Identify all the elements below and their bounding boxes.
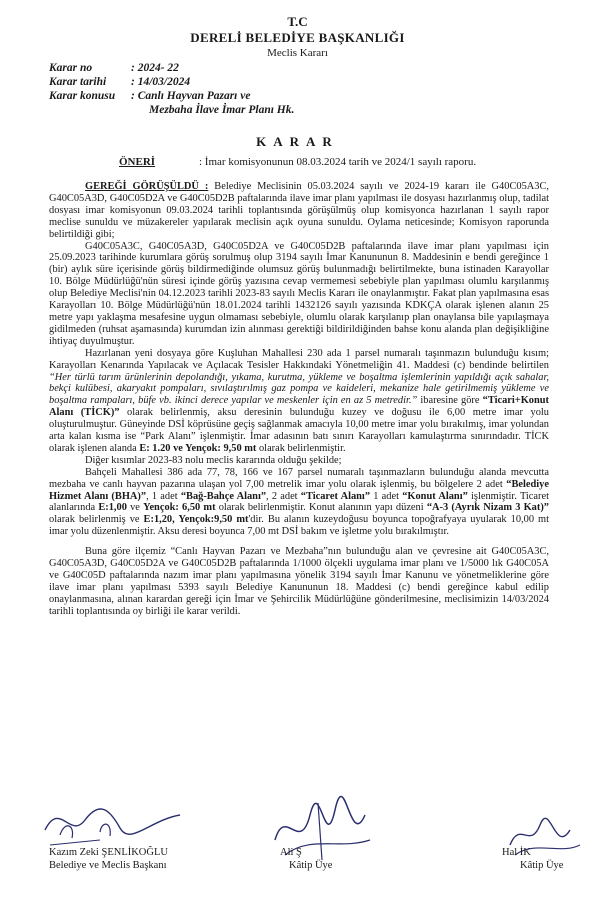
tick-area-label: “Ticari+Konut Alanı (TİCK)” (49, 395, 549, 419)
signer-clerk-2-name: Hal İK (502, 847, 531, 858)
signer-clerk-2-title: Kâtip Üye (520, 860, 564, 871)
decision-body (49, 181, 549, 618)
paragraph-bahceli (49, 467, 549, 538)
meta-karar-tarihi (49, 76, 190, 88)
tick-density: E: 1.20 ve Yençok: 9,50 mt (139, 442, 257, 454)
ticaret-label: “Ticaret Alanı” (300, 490, 371, 502)
signer-president-name: Kazım Zeki ŞENLİKOĞLU (49, 847, 168, 858)
paragraph-decision: Buna göre ilçemiz “Canlı Hayvan Pazarı ve Mezbaha”nın bulunduğu alan ve çevresine ait G40C05A3C, G40C05A3D, G40C05D2A ve G40C05D2B paftalarında 1/1000 ölçekli uygulama imar planı ve 1/5000 lık G40C05A ve G40C05D paftalarında nazım imar planı yapılmasına yönelik 3194 sayılı İmar Kanunu ve yönetmeliklerine göre ilave imar planı yapılması 5393 sayılı Belediye Kanununun 18. Maddesi (c) bendi gereğince kabul edilip onaylanmasına, alınan karardan gereği için İmar ve Şehircilik Müdürlüğüne gönderilmesine, meclisimizin 14/03/2024 tarihli toplantısında oy birliği ile karar verildi. (49, 546, 549, 617)
gerekce-label: GEREĞİ GÖRÜŞÜLDÜ : (85, 181, 209, 192)
paragraph-other-parts: Diğer kısımlar 2023-83 nolu meclis kararında olduğu şekilde; (85, 454, 342, 466)
oneri-label: ÖNERİ (119, 156, 156, 168)
bha-label: “Belediye Hizmet Alanı (BHA)” (49, 478, 549, 502)
kusluhan-text-3: olarak belirlenmiş, aksu deresinin bulunduğu kuzey ve doğusu ile 6,00 metre imar yolu oluşturulmuştur. Güneyinde DSİ köprüsüne geçiş sağlanmak amacıyla 10,00 metre imar yolu bırakılmış, imar yolundan arta kalan kısma ise “Park Alanı” işlenmiştir. İmar adasının batı sınırı Karayolları kamulaştırma sınırındadır. TİCK olarak işlenen alanda (49, 407, 549, 454)
header-tc: T.C (287, 14, 308, 29)
paragraph-plan-history: G40C05A3C, G40C05A3D, G40C05D2A ve G40C05D2B paftalarında ilave imar planı yapılması için 25.09.2023 tarihinde kurumlara görüş sorulmuş olup 3194 sayılı İmar Kanununun 8. Maddesinin e bendi gereğince 1 (bir) aylık süre içerisinde görüş bildirmediğinde olumsuz görüş bulunmadığı belirtilmekte, buna istinaden Karayollar 10. Bölge Müdürlüğü'nün süresi içinde görüş yazısına cevap vermemesi sebebiyle plan yapılması olumlu karşılanmış olup Belediye Meclisi'nin 04.12.2023 tarihli 2023-83 sayılı Meclis Kararı ile onaylanmıştır. Fakat plan yapılmasına esas Karayolları 10. Bölge Müdürlüğü'nün 18.01.2024 tarihli 1432126 sayılı yazısında KDKÇA olarak işlenen alanın 25 metre yapı yaklaşma mesafesine uygun olmaması sebebiyle, olumlu olarak karşılanıp plan onaylansa bile yapılaşmaya gidilmeden (ruhsat aşamasında) kurumdan izin alınması gerektiği bildirildiğinden bahse konu alanda plan değişikliğine ihtiyaç duyulmuştur. (49, 240, 549, 347)
meta-karar-konusu (49, 90, 250, 102)
kusluhan-text-2: ibaresine göre (417, 395, 483, 407)
karar-tarihi-value: : 14/03/2024 (131, 76, 191, 88)
konut-nizam: “A-3 (Ayrık Nizam 3 Kat)” (426, 502, 549, 514)
bahceli-text-2: , 1 adet (146, 490, 181, 502)
signer-clerk-1-title: Kâtip Üye (289, 860, 333, 871)
kusluhan-text-4: olarak belirlenmiştir. (256, 442, 346, 454)
bag-bahce-label: “Bağ-Bahçe Alanı” (180, 490, 267, 502)
karar-konusu-value: : Canlı Hayvan Pazarı ve (131, 90, 251, 102)
bahceli-text-4: 1 adet (370, 490, 403, 502)
ticaret-emsal: E:1,00 (98, 502, 127, 514)
paragraph-kusluhan (49, 348, 549, 455)
meta-karar-no (49, 62, 179, 74)
bahceli-text-5: işlenmiştir. Ticaret alanlarında (49, 490, 549, 514)
signer-president-title: Belediye ve Meclis Başkanı (49, 860, 167, 871)
karar-konusu-value-line2: Mezbaha İlave İmar Planı Hk. (149, 104, 295, 116)
bahceli-text-1: Bahçeli Mahallesi 386 ada 77, 78, 166 ve 167 parsel numaralı taşınmazların bulunduğu alanda mevcutta mezbaha ve canlı hayvan pazarına ulaşan yol 7,00 metrelik imar yolu olarak işlenmiş, bu bölgelere 2 adet (49, 466, 549, 490)
oneri-line (119, 156, 476, 168)
konut-density: E:1,20, Yençok:9,50 mt (143, 514, 249, 526)
bahceli-text-9: 'dir. Bu alanın kuzeydoğusu boyunca topoğrafyaya uyularak 10,00 mt imar yolu düzenlenmiştir. Aksu deresi boyunca 7,00 mt DSİ bakım ve işletme yolu bırakılmıştır. (49, 514, 549, 538)
karar-tarihi-label: Karar tarihi (49, 76, 107, 88)
signature-mark-president (40, 790, 190, 850)
ticaret-yencok: Yençok: 6,50 mt (143, 502, 216, 514)
oneri-text: : İmar komisyonunun 08.03.2024 tarih ve 2024/1 sayılı raporu. (199, 156, 477, 168)
karar-no-label: Karar no (49, 62, 93, 74)
kusluhan-text-1: Hazırlanan yeni dosyaya göre Kuşluhan Mahallesi 230 ada 1 parsel numaralı taşınmazın bulunduğu kısım; Karayolları Kenarında Yapılacak ve Açılacak Tesisler Hakkındaki Yönetmeliğin 41. Maddesi (c) bendinde belirtilen (49, 347, 549, 371)
bahceli-text-3: , 2 adet (266, 490, 301, 502)
karar-title: KARAR (256, 134, 339, 149)
bahceli-text-8: olarak belirlenmiş ve (49, 514, 144, 526)
bahceli-text-7: olarak belirlenmiştir. Konut alanının yapı düzeni (215, 502, 427, 514)
signer-clerk-1-name: Ali Ş (280, 847, 302, 858)
paragraph-gerekce (49, 181, 549, 241)
karar-konusu-label: Karar konusu (49, 90, 116, 102)
konut-label: “Konut Alanı” (402, 490, 468, 502)
karar-no-value: : 2024- 22 (131, 62, 179, 74)
institution-name: DERELİ BELEDİYE BAŞKANLIĞI (190, 30, 405, 45)
regulation-quote: “Her türlü tarım ürünlerinin depolandığı, yıkama, kurutma, yükleme ve boşaltma işlemlerinin yapıldığı açık sahalar, bekçi kulübesi, akaryakıt pompaları, sıvılaştırılmış gaz pompa ve kaideleri, mekanize hale getirilmemiş yükleme ve boşaltma rampaları, büfe vb. ikinci derece yapılar ve meskenler için en az 5 metredir.” (49, 371, 549, 407)
gerekce-text: Belediye Meclisinin 05.03.2024 sayılı ve 2024-19 kararı ile G40C05A3C, G40C05A3D, G40C05D2A ve G40C05D2B paftalarında ilave imar planı yapılması ile dosyası hazırlanmış olup, tadilat dosyası imar komisyonun 09.03.2024 tarihli toplantısında görüşülmüş olup komisyonca hazırlanan 1 sayılı rapor meclise sunuldu ve müzakereler yapılarak meclisin açık oyuna sunuldu. Oylama neticesinde; Komisyon raporunda belirtildiği gibi; (49, 181, 549, 240)
document-subtitle: Meclis Kararı (267, 47, 328, 59)
bahceli-text-6: ve (126, 502, 144, 514)
